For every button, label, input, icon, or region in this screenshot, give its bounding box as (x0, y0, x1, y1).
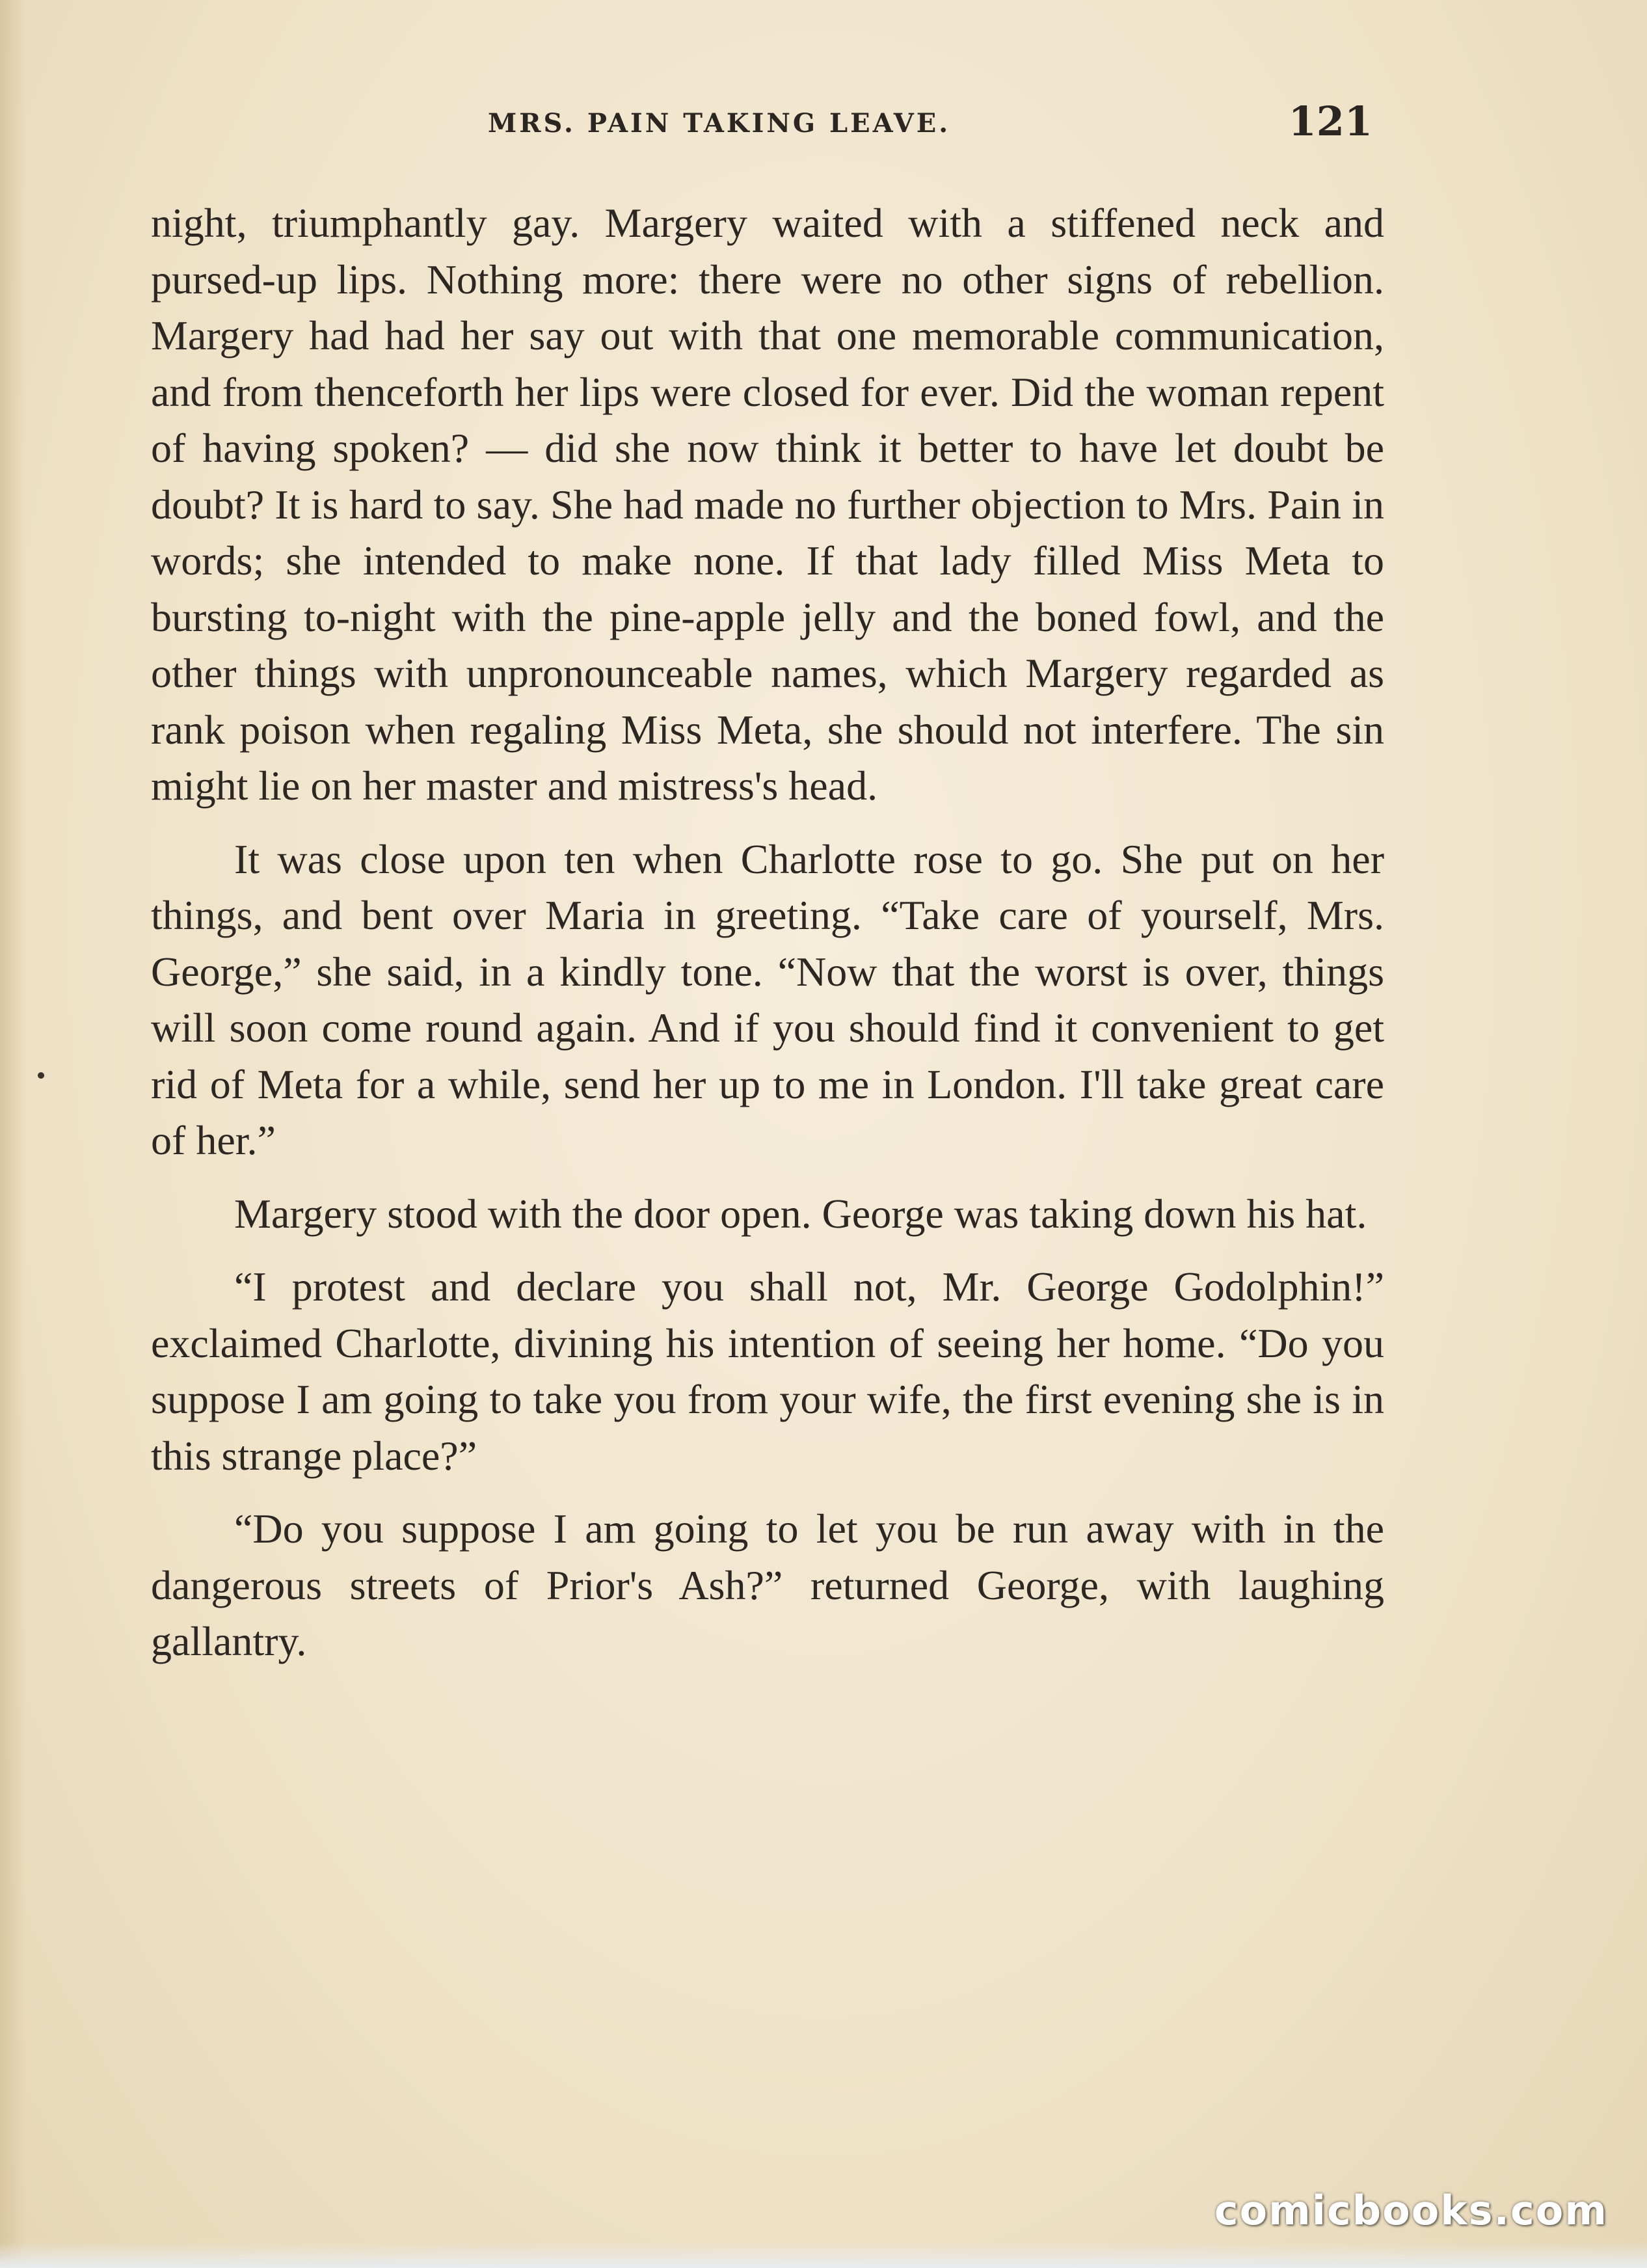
paragraph-4: “I protest and declare you shall not, Mr. George Godolphin!” exclaimed Charlotte, divining his intention of seeing her home. “Do you suppose I am going to take you from your wife, the first evening she is in this strange place?” (151, 1263, 1384, 1479)
paragraph-2: It was close upon ten when Charlotte rose to go. She put on her things, and bent over Maria in greeting. “Take care of yourself, Mrs. George,” she said, in a kindly tone. “Now that the worst is over, things will soon come round again. And if you should find it convenient to get rid of Meta for a while, send her up to me in London. I'll take great care of her.” (151, 835, 1384, 1163)
running-title: MRS. PAIN TAKING LEAVE. (488, 108, 951, 139)
body-text (151, 195, 1384, 1687)
paragraph-5: “Do you suppose I am going to let you be run away with in the dangerous streets of Prior's Ash?” returned George, with laughing gallantry. (151, 1505, 1384, 1664)
watermark-logo: comicbooks.com (1214, 2187, 1608, 2234)
ink-speck (38, 1072, 44, 1079)
page-header (150, 98, 1386, 150)
paragraph-1: night, triumphantly gay. Margery waited with a stiffened neck and pursed-up lips. Nothing more: there were no other signs of rebellion. Margery had had her say out with that one memorable communication, and from thenceforth her lips were closed for ever. Did the woman repent of having spoken? — did she now think it better to have let doubt be doubt? It is hard to say. She had made no further objection to Mrs. Pain in words; she intended to make none. If that lady filled Miss Meta to bursting to-night with the pine-apple jelly and the boned fowl, and the other things with unpronounceable names, which Margery regarded as rank poison when regaling Miss Meta, she should not interfere. The sin might lie on her master and mistress's head. (151, 200, 1384, 809)
page-bottom-edge (0, 2242, 1647, 2268)
paragraph-3: Margery stood with the door open. George was taking down his hat. (234, 1190, 1367, 1237)
page-edge-shadow (0, 0, 26, 2268)
page-number: 121 (1288, 98, 1372, 145)
